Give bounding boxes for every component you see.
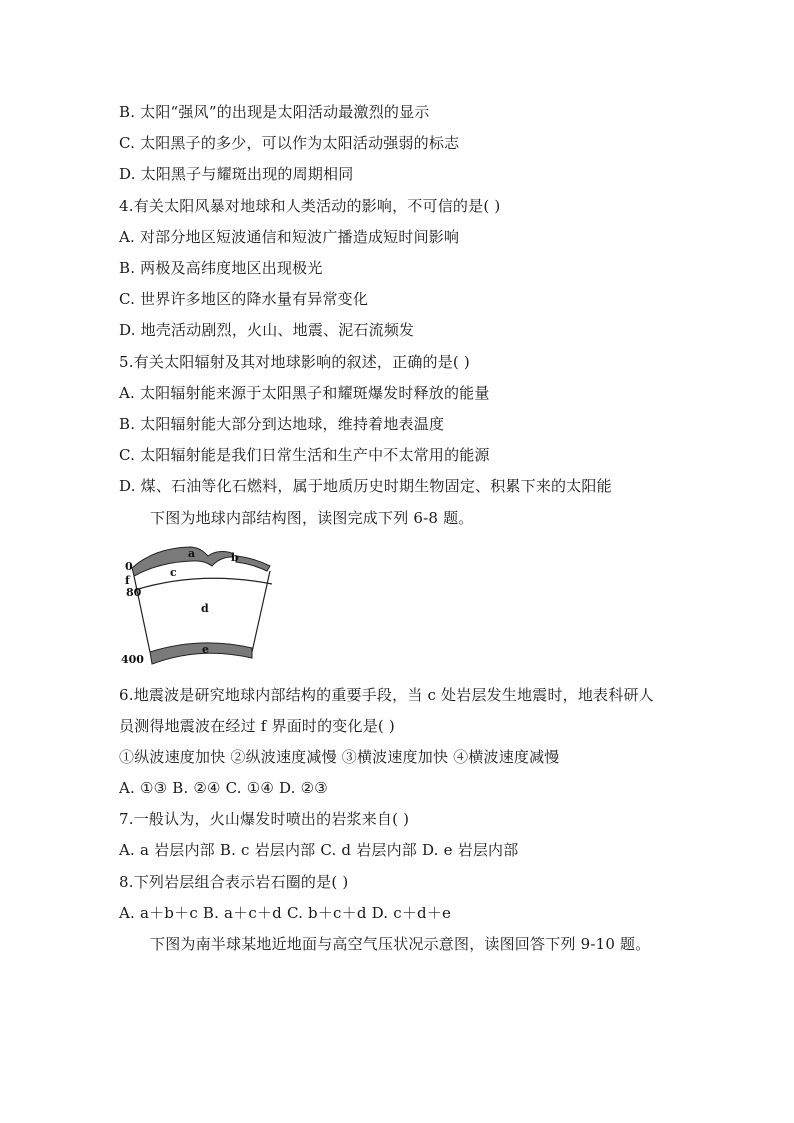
q5-option-b: B. 太阳辐射能大部分到达地球，维持着地表温度 — [119, 415, 445, 433]
earth-interior-diagram — [120, 540, 290, 670]
intro-6-8: 下图为地球内部结构图，读图完成下列 6-8 题。 — [150, 509, 474, 527]
q8-stem: 8.下列岩层组合表示岩石圈的是( ) — [119, 873, 349, 891]
label-d: d — [201, 602, 209, 615]
q3-option-b: B. 太阳“强风”的出现是太阳活动最激烈的显示 — [119, 103, 430, 121]
q6-options: A. ①③ B. ②④ C. ①④ D. ②③ — [119, 779, 328, 797]
q4-stem: 4.有关太阳风暴对地球和人类活动的影响，不可信的是( ) — [119, 197, 501, 215]
depth-0: 0 — [125, 560, 133, 573]
intro-9-10: 下图为南半球某地近地面与高空气压状况示意图，读图回答下列 9-10 题。 — [150, 935, 651, 953]
boundary-f — [135, 578, 272, 590]
q5-option-d: D. 煤、石油等化石燃料，属于地质历史时期生物固定、积累下来的太阳能 — [119, 477, 612, 495]
label-a: a — [188, 547, 196, 560]
label-b: b — [231, 551, 239, 564]
q5-option-c: C. 太阳辐射能是我们日常生活和生产中不太常用的能源 — [119, 446, 490, 464]
label-c: c — [170, 566, 177, 579]
q7-options: A. a 岩层内部 B. c 岩层内部 C. d 岩层内部 D. e 岩层内部 — [119, 841, 519, 859]
q6-stem-line2: 员测得地震波在经过 f 界面时的变化是( ) — [119, 717, 395, 735]
q7-stem: 7.一般认为，火山爆发时喷出的岩浆来自( ) — [119, 810, 410, 828]
layer-e — [150, 643, 252, 664]
q4-option-b: B. 两极及高纬度地区出现极光 — [119, 259, 323, 277]
label-f: f — [125, 574, 130, 587]
layer-b-crust — [236, 556, 270, 571]
q4-option-c: C. 世界许多地区的降水量有异常变化 — [119, 290, 369, 308]
q5-stem: 5.有关太阳辐射及其对地球影响的叙述，正确的是( ) — [119, 353, 470, 371]
depth-80: 80 — [126, 586, 142, 599]
q3-option-d: D. 太阳黑子与耀斑出现的周期相同 — [119, 165, 354, 183]
earth-interior-svg — [120, 540, 290, 670]
q4-option-d: D. 地壳活动剧烈，火山、地震、泥石流频发 — [119, 321, 415, 339]
q4-option-a: A. 对部分地区短波通信和短波广播造成短时间影响 — [119, 228, 460, 246]
q3-option-c: C. 太阳黑子的多少，可以作为太阳活动强弱的标志 — [119, 134, 460, 152]
q6-statements: ①纵波速度加快 ②纵波速度减慢 ③横波速度加快 ④横波速度减慢 — [119, 748, 560, 766]
layer-a-crust — [132, 547, 233, 576]
q5-option-a: A. 太阳辐射能来源于太阳黑子和耀斑爆发时释放的能量 — [119, 384, 490, 402]
q8-options: A. a＋b＋c B. a＋c＋d C. b＋c＋d D. c＋d＋e — [119, 904, 452, 922]
depth-400: 400 — [121, 653, 144, 666]
q6-stem-line1: 6.地震波是研究地球内部结构的重要手段，当 c 处岩层发生地震时，地表科研人 — [119, 686, 654, 704]
right-edge — [252, 571, 270, 652]
label-e: e — [202, 643, 209, 656]
